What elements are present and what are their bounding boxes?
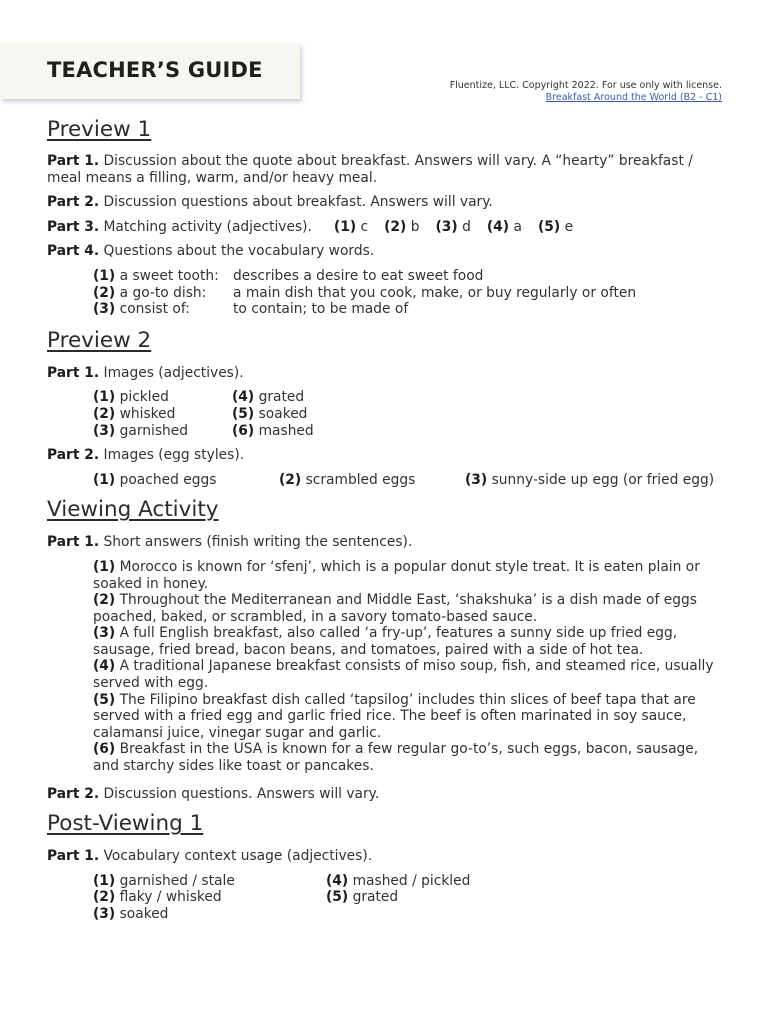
section-heading-preview-1: Preview 1 [47,117,152,142]
section-heading-viewing-activity: Viewing Activity [47,497,219,523]
list-item: (5) soaked [232,405,308,422]
guide-content [47,115,727,923]
list-item: (5) The Filipino breakfast dish called ‘tapsilog’ includes thin slices of beef tapa that are served with a fried egg and garlic fried rice. The beef is often marinated in soy sauce, calamansi juice, vinegar sugar and garlic. [93,691,696,741]
copyright-block [450,80,722,104]
list-item: (5) grated [326,889,399,906]
part-text: Questions about the vocabulary words. [103,243,375,260]
p1-part2 [47,194,727,211]
list-item: (2) whisked [93,405,176,422]
list-item: (2) Throughout the Mediterranean and Middle East, ‘shakshuka’ is a dish made of eggs poached, baked, or scrambled, in a savory tomato-based sauce. [93,592,697,625]
list-item: (3) soaked [93,906,169,922]
list-item: (3) consist of: to contain; to be made of [93,301,409,318]
part-text: Images (egg styles). [103,447,245,464]
list-item: (1) pickled [93,389,169,406]
vocab-usage-list [47,873,727,923]
page-title: TEACHER’S GUIDE [47,58,263,82]
list-item: (3) garnished [93,422,189,439]
list-item: (6) mashed [232,422,314,439]
list-item: (1) a sweet tooth: describes a desire to eat sweet food [93,267,484,284]
part-label: Part 1. [47,848,100,865]
part-text: Matching activity (adjectives). [103,218,312,235]
part-text: Short answers (finish writing the sentences). [103,534,413,551]
part-text: Discussion questions about breakfast. Answers will vary. [103,194,493,211]
p2-part1 [47,365,727,382]
p2-part2 [47,447,727,464]
list-item: (6) Breakfast in the USA is known for a few regular go-to’s, such eggs, bacon, sausage, and starchy sides like toast or pancakes. [93,741,699,775]
egg-style-list [47,472,727,489]
section-heading-post-viewing-1: Post-Viewing 1 [47,811,204,837]
list-item: (1) poached eggs [93,471,217,488]
header-banner [0,43,300,99]
part-text: Discussion questions. Answers will vary. [103,785,380,802]
copyright-text: Fluentize, LLC. Copyright 2022. For use only with license. [449,80,722,91]
list-item: (3) sunny-side up egg (or fried egg) [465,471,715,488]
part-label: Part 2. [47,194,100,211]
part-text: Discussion about the quote about breakfast. Answers will vary. A “hearty” breakfast / meal means a filling, warm, and/or heavy meal. [47,153,693,186]
part-label: Part 3. [47,218,100,235]
answer: (1) c [333,218,369,235]
va-part1 [47,534,727,551]
short-answer-list [47,559,727,775]
part-label: Part 4. [47,243,100,260]
pv-part1 [47,848,727,865]
list-item: (1) garnished / stale [93,872,235,889]
answer: (3) d [435,218,471,235]
p1-part1 [47,153,727,186]
lesson-link[interactable]: Breakfast Around the World (B2 - C1) [545,92,722,103]
list-item: (3) A full English breakfast, also called ‘a fry-up’, features a sunny side up fried egg, sausage, fried bread, bacon beans, and tomatoes, paired with a side of hot tea. [93,625,678,658]
part-text: Vocabulary context usage (adjectives). [103,848,373,865]
vocab-list [47,268,727,318]
list-item: (4) grated [232,389,305,406]
list-item: (1) Morocco is known for ‘sfenj’, which is a popular donut style treat. It is eaten plain or soaked in honey. [93,558,700,592]
answer: (4) a [486,218,522,235]
p1-part3 [47,219,727,236]
p1-part4 [47,243,727,260]
part-label: Part 2. [47,447,100,464]
section-heading-preview-2: Preview 2 [47,327,152,353]
answer: (5) e [537,218,574,235]
part-label: Part 2. [47,785,100,802]
part-label: Part 1. [47,534,100,551]
part-label: Part 1. [47,153,100,169]
list-item: (2) flaky / whisked [93,889,222,906]
adjective-list [47,389,727,439]
va-part2 [47,786,727,803]
list-item: (4) mashed / pickled [326,872,471,889]
list-item: (4) A traditional Japanese breakfast consists of miso soup, fish, and steamed rice, usually served with egg. [93,658,714,692]
list-item: (2) scrambled eggs [279,471,416,488]
answer: (2) b [384,218,420,235]
list-item: (2) a go-to dish: a main dish that you cook, make, or buy regularly or often [93,284,637,301]
part-text: Images (adjectives). [103,364,244,381]
part-label: Part 1. [47,364,100,381]
